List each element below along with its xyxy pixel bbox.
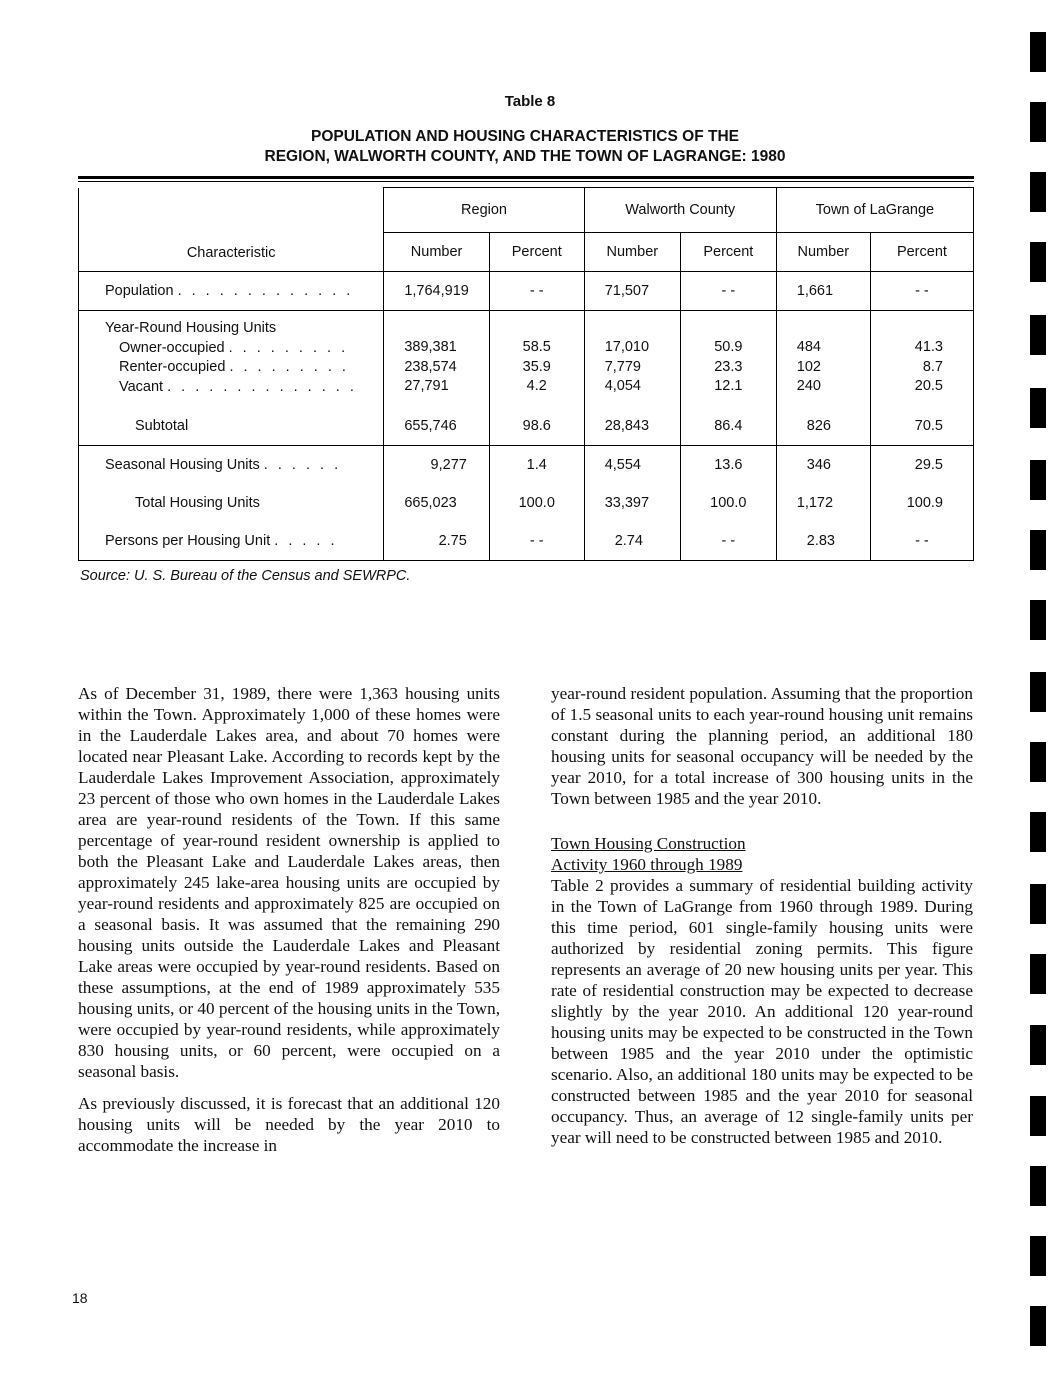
- col-header-percent: Percent: [680, 233, 776, 272]
- cell: 826: [776, 407, 870, 446]
- cell-group: 389,381 238,574 27,791: [384, 311, 490, 408]
- cell: 100.0: [489, 484, 584, 522]
- col-header-percent: Percent: [870, 233, 973, 272]
- cell: 655,746: [384, 407, 490, 446]
- cell-group: 41.3 8.7 20.5: [870, 311, 973, 408]
- cell: 70.5: [870, 407, 973, 446]
- cell: 29.5: [870, 446, 973, 485]
- col-header-number: Number: [584, 233, 680, 272]
- cell: 33,397: [584, 484, 680, 522]
- cell: 1.4: [489, 446, 584, 485]
- row-label: Population . . . . . . . . . . . . .: [79, 272, 384, 311]
- cell: - -: [489, 522, 584, 561]
- scan-mark: [1030, 1306, 1046, 1346]
- cell: 1,172: [776, 484, 870, 522]
- scan-mark: [1030, 600, 1046, 640]
- row-label: Subtotal: [79, 407, 384, 446]
- cell-group: 17,010 7,779 4,054: [584, 311, 680, 408]
- cell: 100.0: [680, 484, 776, 522]
- cell: 665,023: [384, 484, 490, 522]
- cell: 346: [776, 446, 870, 485]
- scan-mark: [1030, 1096, 1046, 1136]
- scan-mark: [1030, 1025, 1046, 1065]
- scan-mark: [1030, 742, 1046, 782]
- table-row: [79, 407, 974, 446]
- cell: - -: [870, 522, 973, 561]
- cell: 71,507: [584, 272, 680, 311]
- scan-mark: [1030, 1236, 1046, 1276]
- cell: 9,277: [384, 446, 490, 485]
- group-header-region: Region: [384, 188, 584, 233]
- scan-mark: [1030, 172, 1046, 212]
- scan-mark: [1030, 32, 1046, 72]
- row-label: Persons per Housing Unit . . . . .: [79, 522, 384, 561]
- table-row: [79, 311, 974, 408]
- table-title-line1: POPULATION AND HOUSING CHARACTERISTICS OF THE: [311, 128, 739, 145]
- table-title: [0, 127, 1050, 167]
- cell: 4,554: [584, 446, 680, 485]
- scan-mark: [1030, 460, 1046, 500]
- cell-group: 58.5 35.9 4.2: [489, 311, 584, 408]
- cell: 100.9: [870, 484, 973, 522]
- table-row: [79, 522, 974, 561]
- col-header-number: Number: [384, 233, 490, 272]
- cell-group: 484 102 240: [776, 311, 870, 408]
- group-header-walworth: Walworth County: [584, 188, 776, 233]
- page-number: 18: [72, 1290, 88, 1306]
- group-header-lagrange: Town of LaGrange: [776, 188, 973, 233]
- scan-mark: [1030, 1166, 1046, 1206]
- cell: 86.4: [680, 407, 776, 446]
- cell: - -: [489, 272, 584, 311]
- paragraph: As of December 31, 1989, there were 1,363 housing units within the Town. Approximately 1,000 of these homes were in the Lauderdale Lakes area, and about 70 homes were located near Pleasant Lake. According to records kept by the Lauderdale Lakes Improvement Association, approximately 23 percent of those who own homes in the Lauderdale Lakes area are year-round residents of the Town. If this same percentage of year-round resident ownership is applied to both the Pleasant Lake and Lauderdale Lakes areas, then approximately 245 lake-area housing units are occupied by year-round residents and approximately 825 are occupied on a seasonal basis. It was assumed that the remaining 290 housing units outside the Lauderdale Lakes and Pleasant Lake areas were occupied by year-round residents. Based on these assumptions, at the end of 1989 approximately 535 housing units, or 40 percent of the housing units in the Town, were occupied by year-round residents, while approximately 830 housing units, or 60 percent, were occupied on a seasonal basis.: [78, 684, 500, 1081]
- table-top-rule-thin: [78, 181, 974, 182]
- right-column: [551, 683, 973, 1148]
- cell: 13.6: [680, 446, 776, 485]
- edge-marks: [1030, 0, 1050, 1380]
- paragraph: year-round resident population. Assuming that the proportion of 1.5 seasonal units to each year-round housing unit remains constant during the planning period, an additional 180 housing units for seasonal occupancy will be needed by the year 2010, for a total increase of 300 housing units in the Town between 1985 and the year 2010.: [551, 684, 973, 808]
- row-label: Total Housing Units: [79, 484, 384, 522]
- row-label: Seasonal Housing Units . . . . . .: [79, 446, 384, 485]
- scan-mark: [1030, 388, 1046, 428]
- scan-mark: [1030, 102, 1046, 142]
- cell: 28,843: [584, 407, 680, 446]
- scan-mark: [1030, 315, 1046, 355]
- cell: - -: [680, 522, 776, 561]
- paragraph: Table 2 provides a summary of residential building activity in the Town of LaGrange from 1960 through 1989. During this time period, 601 single-family housing units were authorized by residential zoning permits. This figure represents an average of 20 new housing units per year. This rate of residential construction may be expected to decrease slightly by the year 2010. An additional 120 year-round housing units may be expected to be constructed in the Town between 1985 and the year 2010 under the optimistic scenario. Also, an additional 180 units may be expected to be constructed between 1985 and the year 2010 for seasonal occupancy. Thus, an average of 12 single-family units per year will need to be constructed between 1985 and 2010.: [551, 876, 973, 1147]
- scan-mark: [1030, 530, 1046, 570]
- scan-mark: [1030, 954, 1046, 994]
- cell: 2.74: [584, 522, 680, 561]
- table-label: Table 8: [504, 93, 556, 110]
- year-round-block-label: Year-Round Housing Units Owner-occupied . . . . . . . . . Renter-occupied . . . . . . . . . Vacant . . . . . . . . . . . . . .: [79, 311, 384, 408]
- scan-mark: [1030, 672, 1046, 712]
- col-header-number: Number: [776, 233, 870, 272]
- table-title-line2: REGION, WALWORTH COUNTY, AND THE TOWN OF LAGRANGE: 1980: [264, 148, 786, 165]
- paragraph: As previously discussed, it is forecast that an additional 120 housing units will be needed by the year 2010 to accommodate the increase in: [78, 1094, 500, 1155]
- cell: 1,764,919: [384, 272, 490, 311]
- cell: 1,661: [776, 272, 870, 311]
- characteristic-header: Characteristic: [79, 188, 384, 272]
- table-row: [79, 272, 974, 311]
- left-column: [78, 683, 500, 1156]
- section-heading: Town Housing Construction Activity 1960 through 1989: [551, 834, 746, 874]
- scan-mark: [1030, 884, 1046, 924]
- year-round-heading: Year-Round Housing Units: [105, 320, 277, 336]
- table-source: Source: U. S. Bureau of the Census and SEWRPC.: [80, 568, 411, 584]
- cell: 2.75: [384, 522, 490, 561]
- cell: 98.6: [489, 407, 584, 446]
- col-header-percent: Percent: [489, 233, 584, 272]
- cell-group: 50.9 23.3 12.1: [680, 311, 776, 408]
- scan-mark: [1030, 242, 1046, 282]
- characteristics-table: [78, 187, 974, 561]
- cell: - -: [680, 272, 776, 311]
- table-row: [79, 446, 974, 485]
- table-top-rule: [78, 176, 974, 179]
- cell: 2.83: [776, 522, 870, 561]
- scan-mark: [1030, 812, 1046, 852]
- cell: - -: [870, 272, 973, 311]
- table-row: [79, 484, 974, 522]
